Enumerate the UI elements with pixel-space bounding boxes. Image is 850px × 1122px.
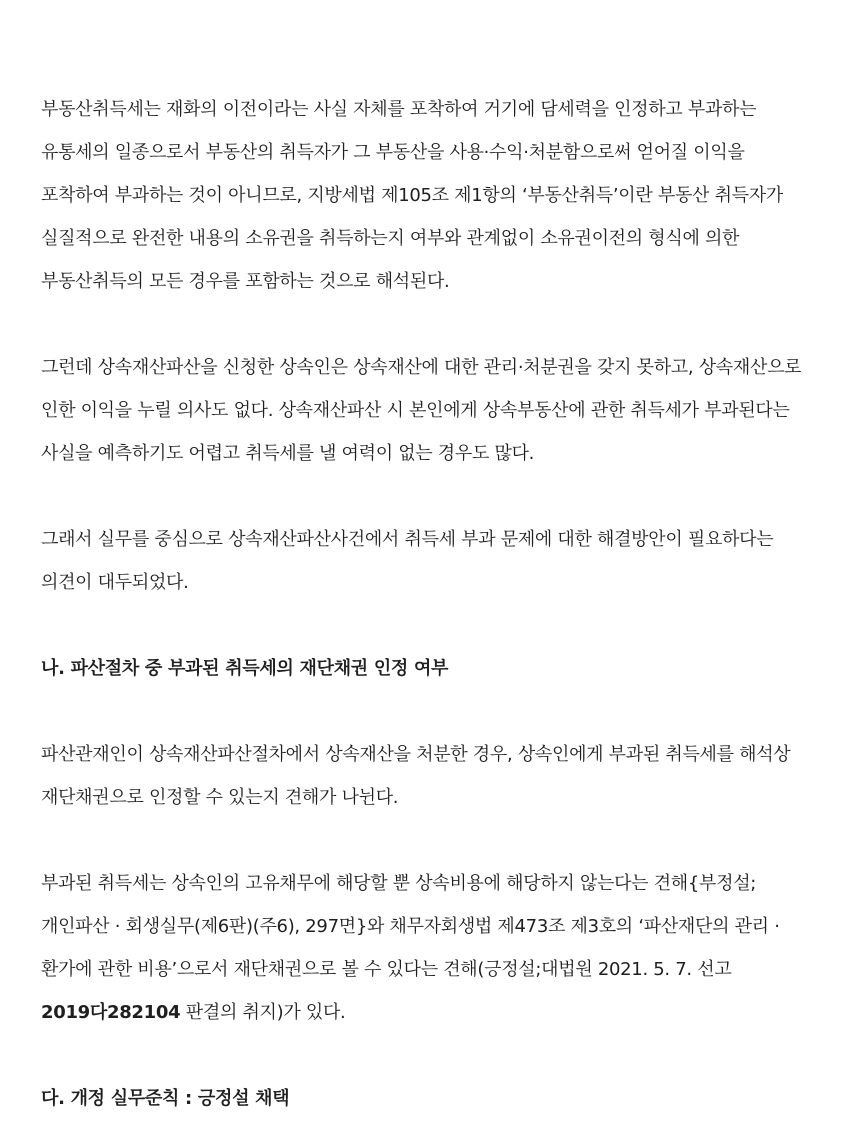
paragraph-opposing-views	[41, 862, 815, 1034]
paragraph-real-estate-acquisition-tax: 부동산취득세는 재화의 이전이라는 사실 자체를 포착하여 거기에 담세력을 인정하고 부과하는 유통세의 일종으로서 부동산의 취득자가 그 부동산을 사용·수익·처분함으로써 얻어질 이익을 포착하여 부과하는 것이 아니므로, 지방세법 제105조 제1항의 ‘부동산취득’이란 부동산 취득자가 실질적으로 완전한 내용의 소유권을 취득하는지 여부와 관계없이 소유권이전의 형식에 의한 부동산취득의 모든 경우를 포함하는 것으로 해석된다.	[41, 99, 783, 292]
paragraph-gap	[41, 475, 815, 518]
section-heading-na: 나. 파산절차 중 부과된 취득세의 재단채권 인정 여부	[41, 658, 449, 679]
case-number: 2019다282104	[41, 1002, 181, 1023]
document-body	[41, 88, 815, 1120]
section-heading-da: 다. 개정 실무준칙 : 긍정설 채택	[41, 1088, 290, 1109]
opposing-views-text: 부과된 취득세는 상속인의 고유채무에 해당할 뿐 상속비용에 해당하지 않는다는 견해{부정설; 개인파산 · 회생실무(제6판)(주6), 297면}와 채무자회생법 제473조 제3호의 ‘파산재단의 관리 · 환가에 관한 비용’으로서 재단채권으로 볼 수 있다는 견해(긍정설;대법원 2021. 5. 7. 선고	[41, 873, 780, 980]
paragraph-gap	[41, 604, 815, 647]
paragraph-inheritance-bankruptcy-heir: 그런데 상속재산파산을 신청한 상속인은 상속재산에 대한 관리·처분권을 갖지 못하고, 상속재산으로 인한 이익을 누릴 의사도 없다. 상속재산파산 시 본인에게 상속부동산에 관한 취득세가 부과된다는 사실을 예측하기도 어렵고 취득세를 낼 여력이 없는 경우도 많다.	[41, 357, 802, 464]
paragraph-gap	[41, 819, 815, 862]
opposing-views-text-end: 판결의 취지)가 있다.	[180, 1002, 346, 1023]
paragraph-gap	[41, 303, 815, 346]
paragraph-trustee-disposal: 파산관재인이 상속재산파산절차에서 상속재산을 처분한 경우, 상속인에게 부과된 취득세를 해석상 재단채권으로 인정할 수 있는지 견해가 나뉜다.	[41, 744, 791, 808]
paragraph-gap	[41, 690, 815, 733]
paragraph-solution-needed: 그래서 실무를 중심으로 상속재산파산사건에서 취득세 부과 문제에 대한 해결방안이 필요하다는 의견이 대두되었다.	[41, 529, 774, 593]
paragraph-gap	[41, 1034, 815, 1077]
